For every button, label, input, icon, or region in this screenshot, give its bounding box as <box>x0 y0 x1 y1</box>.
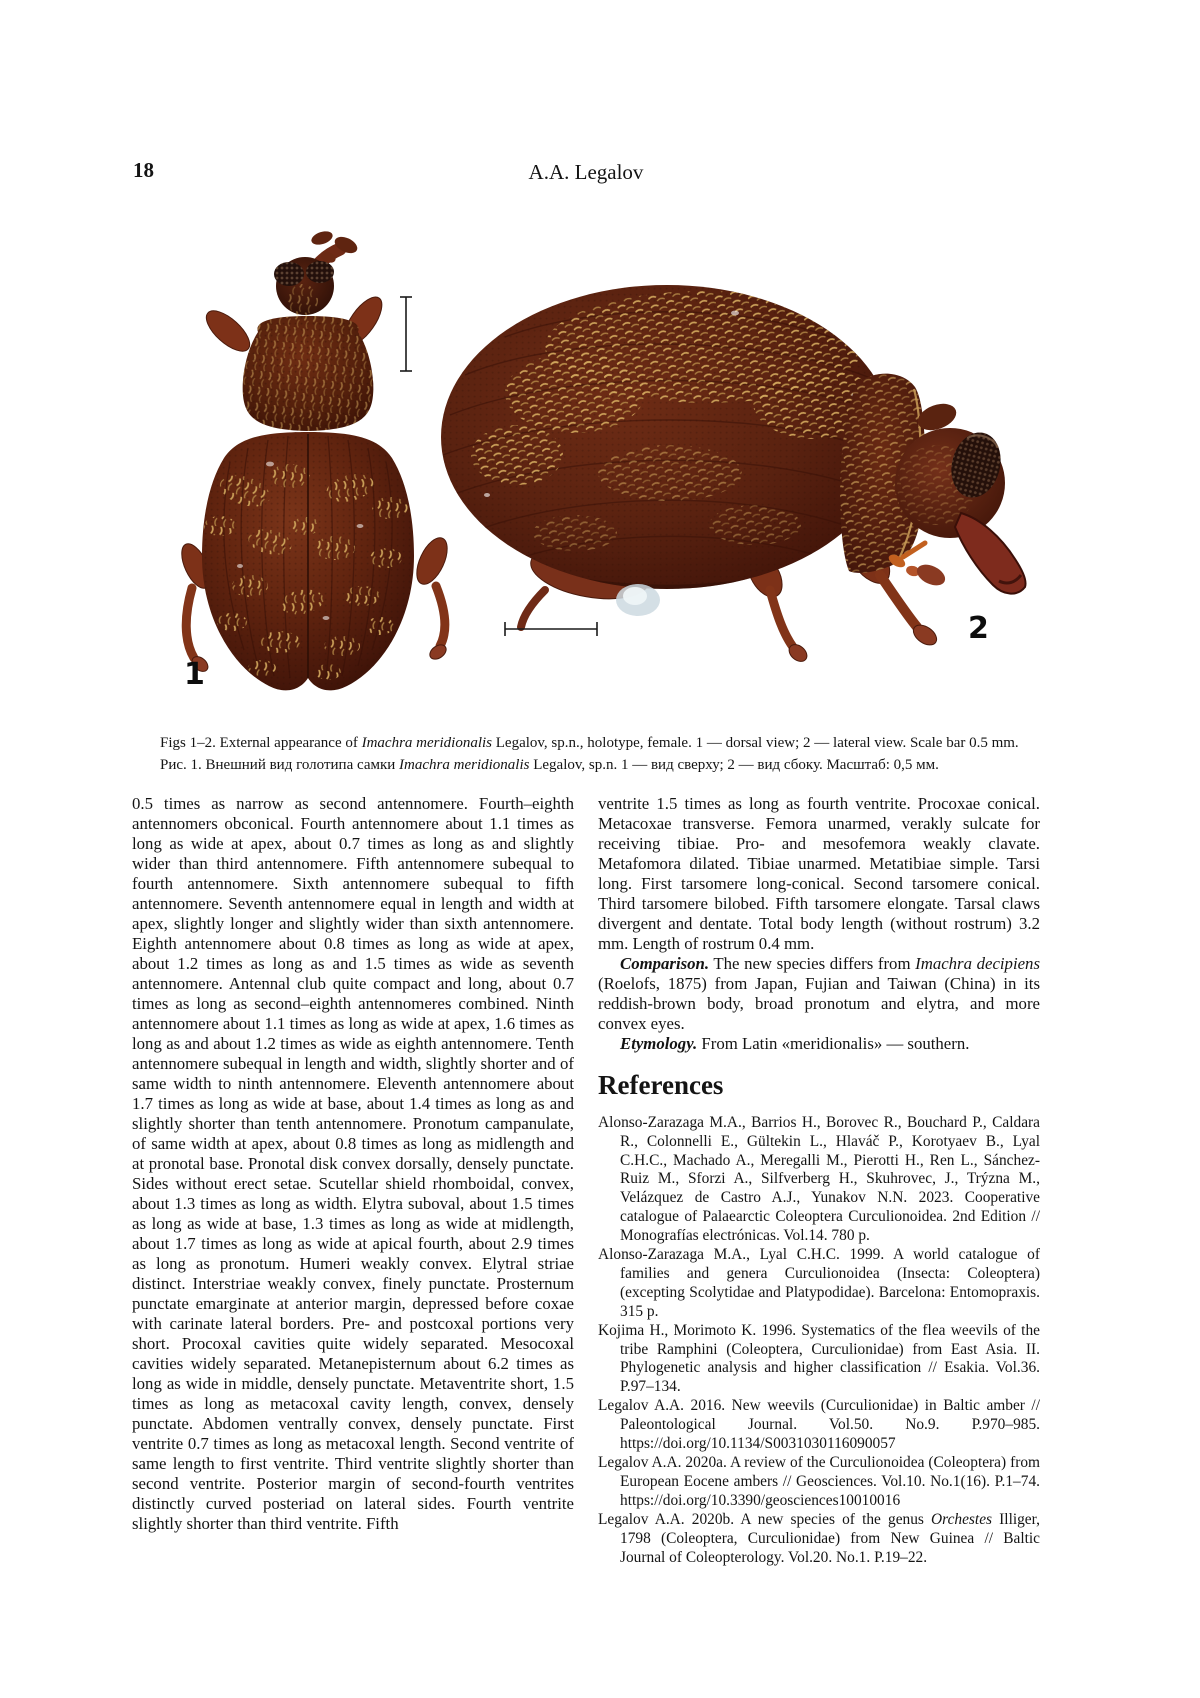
etymology-paragraph: Etymology. From Latin «meridionalis» — southern. <box>620 1034 970 1053</box>
caption-line-english: Figs 1–2. External appearance of Imachra meridionalis Legalov, sp.n., holotype, female. 1 — dorsal view; 2 — lateral view. Scale bar 0.5 mm. <box>160 735 1019 751</box>
left-column <box>132 794 574 1534</box>
references-heading: References <box>598 1070 724 1100</box>
species-name-italic: Imachra meridionalis <box>399 756 530 773</box>
description-paragraph-right: ventrite 1.5 times as long as fourth ventrite. Procoxae conical. Metacoxae transverse. Femora unarmed, verakly sulcate for receiving tibiae. Pro- and mesofemora weakly clavate. Metafomora dilated. Tibiae unarmed. Metatibiae simple. Tarsi long. First tarsomere long-conical. Second tarsomere conical. Third tarsomere bilobed. Fifth tarsomere elongate. Tarsal claws divergent and dentate. Total body length (without rostrum) 3.2 mm. Length of rostrum 0.4 mm. <box>598 794 1040 953</box>
caption-line-russian: Рис. 1. Внешний вид голотипа самки Imachra meridionalis Legalov, sp.n. 1 — вид сверху; 2 — вид сбоку. Масштаб: 0,5 мм. <box>160 756 939 773</box>
beetle1-head <box>274 257 334 316</box>
reference-list <box>598 1114 1040 1568</box>
figure-2-scale-bar <box>503 621 599 637</box>
reference-item: Legalov A.A. 2016. New weevils (Curculionidae) in Baltic amber // Paleontological Journal. Vol.50. No.9. P.970–985. https://doi.org/10.1134/S0031030116090057 <box>598 1397 1040 1453</box>
reference-item: Legalov A.A. 2020a. A review of the Curculionoidea (Coleoptera) from European Eocene ambers // Geosciences. Vol.10. No.1(16). P.1–74. https://doi.org/10.3390/geosciences10010016 <box>598 1454 1040 1509</box>
figure-caption <box>160 733 1042 776</box>
reference-item: Alonso-Zarazaga M.A., Barrios H., Borovec R., Bouchard P., Caldara R., Colonnelli E., Gültekin L., Hlaváč P., Korotyaev B., Lyal C.H.C., Machado A., Meregalli M., Pierotti H., Ren L., Sánchez-Ruiz M., Sforzi A., Silfverberg H., Skuhrovec, J., Trýzna M., Velázquez de Castro A.J., Yunakov N.N. 2023. Cooperative catalogue of Palaearctic Coleoptera Curculionoidea. 2nd Edition // Monografías electrónicas. Vol.14. 780 p. <box>598 1113 1040 1245</box>
figure-1-dorsal-beetle-photo <box>150 226 470 706</box>
species-name-italic: Imachra decipiens <box>915 954 1040 973</box>
figure-1-scale-bar <box>399 295 413 373</box>
figure-label-2: 2 <box>968 611 989 646</box>
right-column <box>598 794 1040 1567</box>
beetle1-pronotum <box>243 316 374 450</box>
species-name-italic: Imachra meridionalis <box>361 735 493 751</box>
page-number: 18 <box>133 158 154 182</box>
beetle2-wax-spot <box>616 584 660 616</box>
reference-item: Alonso-Zarazaga M.A., Lyal C.H.C. 1999. A world catalogue of families and genera Curculionoidea (Insecta: Coleoptera) (excepting Scolytidae and Platypodidae). Barcelona: Entomopraxis. 315 p. <box>598 1246 1040 1320</box>
figure-2-lateral-beetle-photo <box>425 275 1035 665</box>
beetle2-elytra <box>425 275 915 616</box>
figure-label-1: 1 <box>184 657 205 692</box>
running-head: A.A. Legalov <box>528 160 644 184</box>
comparison-paragraph: Comparison. The new species differs from Imachra decipiens (Roelofs, 1875) from Japan, Fujian and Taiwan (China) in its reddish-brown body, broad pronotum and elytra, and more convex eyes. <box>598 954 1040 1033</box>
beetle1-elytra <box>190 426 430 696</box>
reference-item: Legalov A.A. 2020b. A new species of the genus Orchestes Illiger, 1798 (Coleoptera, Curculionidae) from New Guinea // Baltic Journal of Coleopterology. Vol.20. No.1. P.19–22. <box>598 1510 1040 1566</box>
description-paragraph-left: 0.5 times as narrow as second antennomere. Fourth–eighth antennomers obconical. Fourth antennomere about 1.1 times as long as wide at apex, about 0.7 times as long as and slightly wider than third antennomere. Fifth antennomere subequal to fourth antennomere. Sixth antennomere subequal to fifth antennomere. Seventh antennomere equal in length and width at apex, slightly longer and slightly wider than sixth antennomere. Eighth antennomere about 0.8 times as long as wide at apex, about 1.2 times as long as and 1.5 times as wide as seventh antennomere. Antennal club quite compact and long, about 0.7 times as long as second–eighth antennomeres combined. Ninth antennomere about 1.1 times as long as wide at apex, 1.6 times as long as and about 1.2 times as wide as eighth antennomere. Tenth antennomere subequal in length and width, slightly shorter and of same width to ninth antennomere. Eleventh antennomere about 1.7 times as long as wide at base, about 1.4 times as long as and slightly shorter than tenth antennomere. Pronotum campanulate, of same width at apex, about 0.8 times as long as midlength and at pronotal base. Pronotal disk convex dorsally, densely punctate. Sides without erect setae. Scutellar shield rhomboidal, convex, about 1.3 times as long as width. Elytra suboval, about 1.5 times as long as wide at base, 1.3 times as long as wide at midlength, about 1.7 times as long as wide at apical fourth, about 2.9 times as long as pronotum. Humeri weakly convex. Elytral striae distinct. Interstriae weakly convex, finely punctate. Prosternum punctate emarginate at anterior margin, depressed before coxae with carinate lateral borders. Pre- and postcoxal portions very short. Procoxal cavities quite widely separated. Mesocoxal cavities widely separated. Metanepisternum about 6.2 times as long as wide in middle, densely punctate. Metaventrite short, 1.5 times as long as metacoxal cavity length, convex, densely punctate. Abdomen ventrally convex, densely punctate. First ventrite 0.7 times as long as metacoxal length. Second ventrite of same length to first ventrite. Third ventrite slightly shorter than second ventrite. Posterior margin of second-fourth ventrites distinctly curved posteriad on lateral sides. Fourth ventrite slightly shorter than third ventrite. Fifth <box>132 794 574 1533</box>
etymology-label: Etymology. <box>620 1034 698 1053</box>
reference-item: Kojima H., Morimoto K. 1996. Systematics of the flea weevils of the tribe Ramphini (Coleoptera, Curculionidae) from East Asia. II. Phylogenetic analysis and higher classification // Esakia. Vol.36. P.97–134. <box>598 1321 1040 1396</box>
comparison-label: Comparison. <box>620 954 710 973</box>
